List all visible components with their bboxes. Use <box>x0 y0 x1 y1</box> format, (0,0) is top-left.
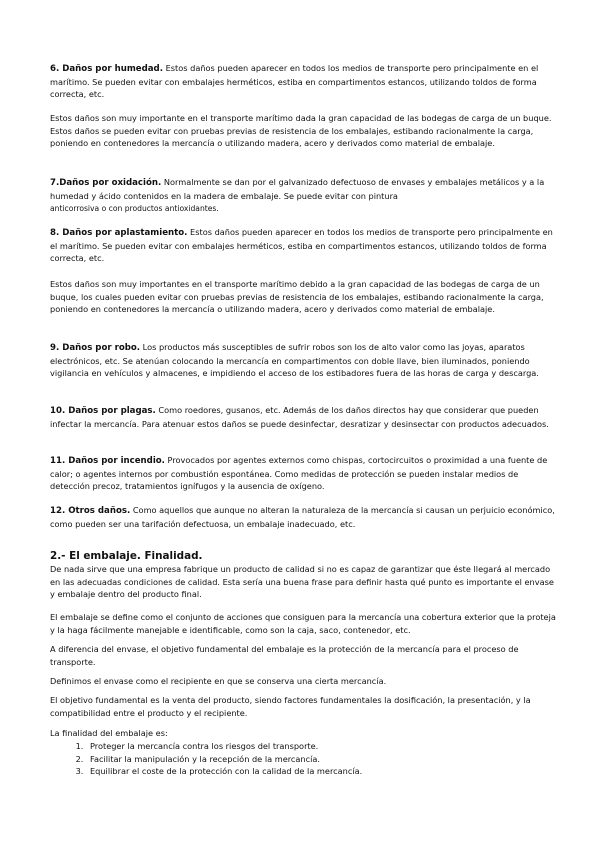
section-title: 9. Daños por robo. <box>50 343 141 353</box>
section-title: 12. Otros daños. <box>50 506 131 516</box>
section-text: Como roedores, gusanos, etc. Además de los daños directos hay que considerar que pueden infectar la mercancía. Para atenuar estos daños se puede desinfectar, desratizar y desinsectar con productos adecuados. <box>50 405 549 429</box>
section-oxidacion <box>50 176 560 216</box>
section-title: 8. Daños por aplastamiento. <box>50 228 188 238</box>
paragraph: El embalaje se define como el conjunto de acciones que consiguen para la mercancía una cobertura exterior que la proteja y la haga fácilmente manejable e identificable, como son la caja, saco, contenedor, etc. <box>50 612 556 635</box>
section-otros <box>50 504 560 530</box>
paragraph: La finalidad del embalaje es: <box>50 728 168 738</box>
section-title: 6. Daños por humedad. <box>50 64 163 74</box>
section-title: 7.Daños por oxidación. <box>50 178 162 188</box>
section-text: Estos daños son muy importante en el transporte marítimo dada la gran capacidad de las bodegas de carga de un buque. Estos daños se pueden evitar con pruebas previas de resistencia de los embalajes, estibando racionalmente la carga, poniendo en contenedores la mercancía o utilizando madera, acero y derivados como material de embalaje. <box>50 113 552 149</box>
section-text: Normalmente se dan por el galvanizado defectuoso de envases y embalajes metálicos y a la humedad y ácido contenidos en la madera de embalaje. Se puede evitar con pintura <box>50 177 545 201</box>
section-text: Los productos más susceptibles de sufrir robos son los de alto valor como las joyas, aparatos electrónicos, etc. Se atenúan colocando la mercancía en compartimentos con doble llave, bien iluminados, poniendo vigilancia en vehículos y almacenes, e impidiendo el acceso de los estibadores fuera de las horas de carga y descarga. <box>50 342 539 379</box>
section-text: Estos daños pueden aparecer en todos los medios de transporte pero principalmente en el marítimo. Se pueden evitar con embalajes herméticos, estiba en compartimentos estancos, utilizando toldos de forma correcta, etc. <box>50 227 553 264</box>
section-aplastamiento-extra <box>50 278 560 316</box>
paragraph: A diferencia del envase, el objetivo fundamental del embalaje es la protección de la mercancía para el proceso de transporte. <box>50 644 519 667</box>
paragraph: El objetivo fundamental es la venta del producto, siendo factores fundamentales la dosificación, la presentación, y la compatibilidad entre el producto y el recipiente. <box>50 695 531 718</box>
section-text: Provocados por agentes externos como chispas, cortocircuitos o proximidad a una fuente de calor; o agentes internos por combustión espontánea. Como medidas de protección se pueden instalar medios de detección precoz, tratamientos ignífugos y la ausencia de oxígeno. <box>50 455 548 492</box>
section-title: 10. Daños por plagas. <box>50 406 156 416</box>
section-robo <box>50 341 560 380</box>
list-item: 1. Proteger la mercancía contra los riesgos del transporte. <box>86 740 560 753</box>
section-humedad-extra <box>50 112 560 150</box>
section-plagas <box>50 404 560 430</box>
list-item: 3. Equilibrar el coste de la protección con la calidad de la mercancía. <box>86 765 560 778</box>
list-item: 2. Facilitar la manipulación y la recepción de la mercancía. <box>86 753 560 766</box>
section-aplastamiento <box>50 226 560 265</box>
section-text: Como aquellos que aunque no alteran la naturaleza de la mercancía si causan un perjuicio económico, como pueden ser una tarifación defectuosa, un embalaje inadecuado, etc. <box>50 505 555 529</box>
paragraph: Definimos el envase como el recipiente en que se conserva una cierta mercancía. <box>50 676 387 686</box>
purpose-list <box>50 740 560 778</box>
section-text: Estos daños pueden aparecer en todos los medios de transporte pero principalmente en el marítimo. Se pueden evitar con embalajes herméticos, estiba en compartimentos estancos, utilizando toldos de forma correcta, etc. <box>50 63 539 100</box>
section-heading: 2.- El embalaje. Finalidad. <box>50 550 203 562</box>
section-incendio <box>50 454 560 493</box>
section-text: Estos daños son muy importantes en el transporte marítimo debido a la gran capacidad de las bodegas de carga de un buque, los cuales pueden evitar con pruebas previas de resistencia de los embalajes, estibando racionalmente la carga, poniendo en contenedores la mercancía o utilizando madera, acero y derivados como material de embalaje. <box>50 279 544 315</box>
paragraph: De nada sirve que una empresa fabrique un producto de calidad si no es capaz de garantizar que éste llegará al mercado en las adecuadas condiciones de calidad. Esta sería una buena frase para definir hasta qué punto es importante el envase y embalaje dentro del producto final. <box>50 564 554 600</box>
section-humedad <box>50 62 560 101</box>
section-title: 11. Daños por incendio. <box>50 456 165 466</box>
section-text-extra: anticorrosiva o con productos antioxidantes. <box>50 204 219 214</box>
